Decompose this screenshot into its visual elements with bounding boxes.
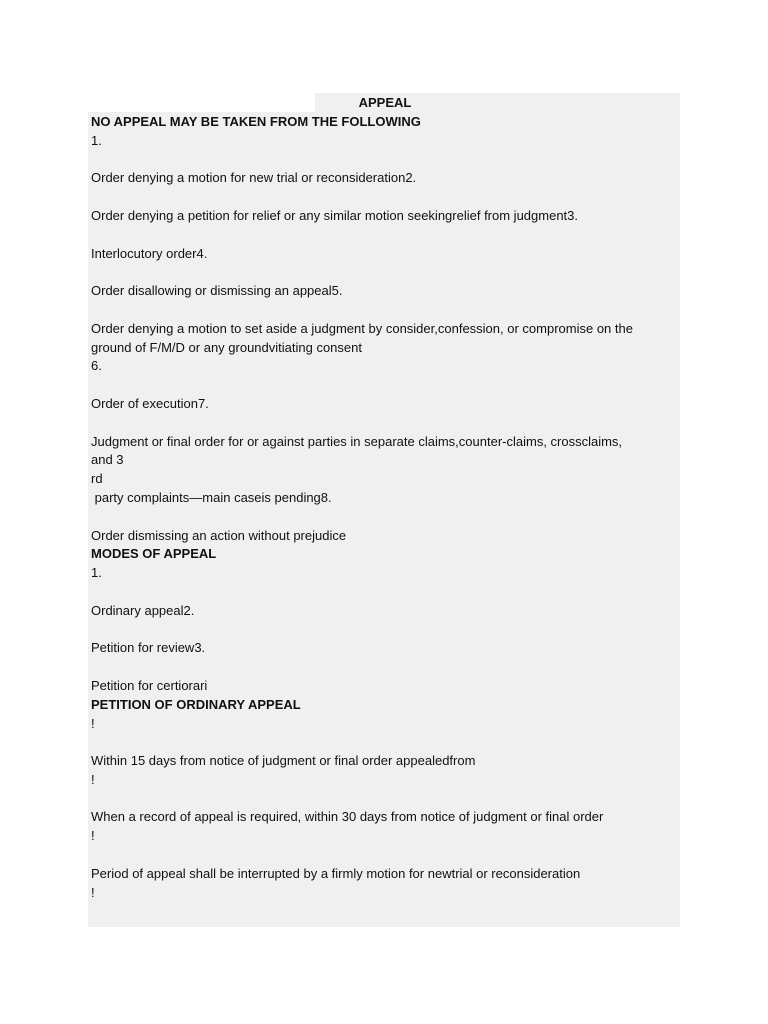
blank-line	[91, 846, 677, 865]
text-line: Period of appeal shall be interrupted by a firmly motion for newtrial or reconsideration	[91, 865, 581, 881]
text-line: !	[91, 828, 95, 844]
blank-line	[91, 263, 677, 282]
text-line: Order denying a motion to set aside a judgment by consider,confession, or compromise on the	[91, 320, 633, 336]
blank-line	[91, 658, 677, 677]
text-line: party complaints—main caseis pending8.	[91, 489, 332, 505]
text-line: Order dismissing an action without prejudice	[91, 527, 347, 543]
text-line: NO APPEAL MAY BE TAKEN FROM THE FOLLOWING	[91, 114, 421, 129]
text-line: Petition for certiorari	[91, 677, 208, 693]
text-line: Petition for review3.	[91, 640, 206, 656]
text-line: Within 15 days from notice of judgment or final order appealedfrom	[91, 753, 476, 769]
text-line: Order of execution7.	[91, 395, 209, 411]
blank-line	[91, 376, 677, 395]
text-line: When a record of appeal is required, within 30 days from notice of judgment or final order	[91, 809, 604, 825]
document-title: APPEAL	[358, 95, 412, 110]
blank-line	[91, 733, 677, 752]
text-line: and 3	[91, 452, 124, 468]
text-line: !	[91, 771, 95, 787]
text-line: !	[91, 884, 95, 900]
text-line: Judgment or final order for or against parties in separate claims,counter-claims, crossclaims,	[91, 433, 623, 449]
text-line: 6.	[91, 358, 102, 374]
text-line: rd	[91, 471, 103, 487]
text-line: 1.	[91, 132, 102, 148]
text-line: 1.	[91, 565, 102, 581]
blank-line	[91, 790, 677, 809]
document-body	[91, 113, 677, 902]
text-line: Ordinary appeal2.	[91, 602, 195, 618]
blank-line	[91, 414, 677, 433]
blank-line	[91, 621, 677, 640]
blank-line	[91, 583, 677, 602]
text-line: PETITION OF ORDINARY APPEAL	[91, 696, 301, 712]
blank-line	[91, 188, 677, 207]
blank-line	[91, 226, 677, 245]
blank-line	[91, 508, 677, 527]
text-line: Order disallowing or dismissing an appeal5.	[91, 283, 343, 299]
text-line: Order denying a petition for relief or any similar motion seekingrelief from judgment3.	[91, 207, 579, 223]
text-line: !	[91, 715, 95, 731]
text-line: MODES OF APPEAL	[91, 546, 217, 562]
text-line: Order denying a motion for new trial or reconsideration2.	[91, 170, 417, 186]
text-line: ground of F/M/D or any groundvitiating consent	[91, 339, 362, 355]
blank-line	[91, 151, 677, 170]
blank-line	[91, 301, 677, 320]
text-line: Interlocutory order4.	[91, 245, 208, 261]
